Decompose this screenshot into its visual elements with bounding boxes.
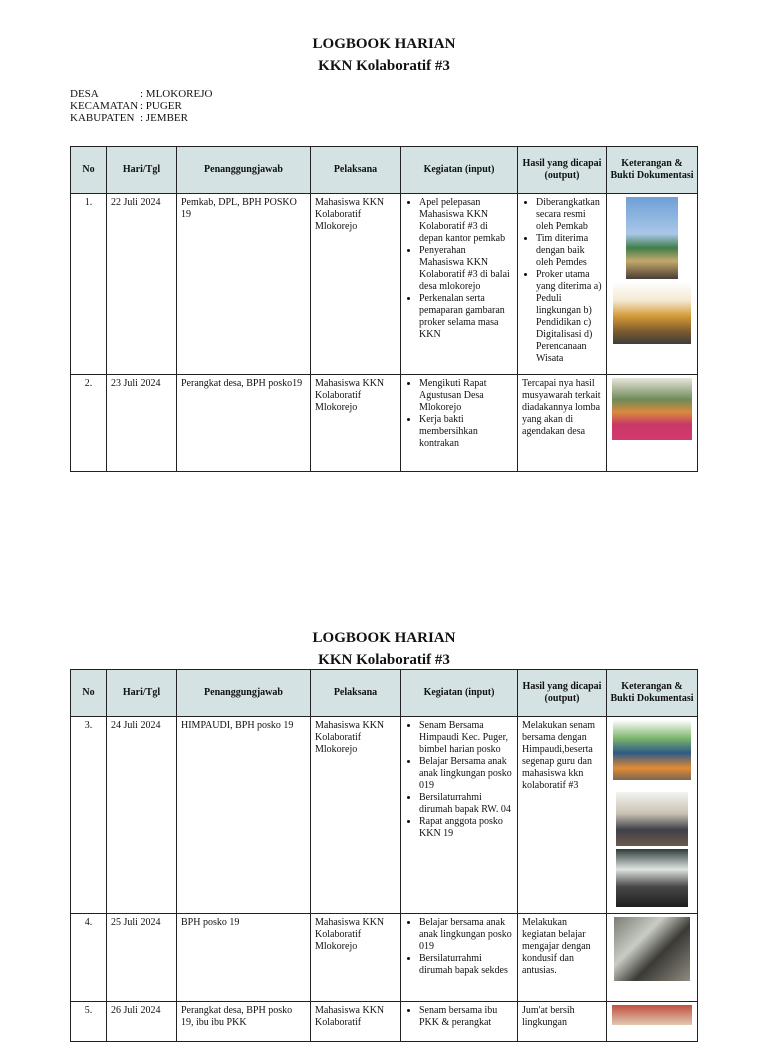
page-title: LOGBOOK HARIAN bbox=[312, 630, 456, 646]
header-activity: Kegiatan (input) bbox=[401, 670, 518, 717]
header-no: No bbox=[71, 670, 107, 717]
documentation-photo bbox=[626, 197, 678, 279]
documentation-photo bbox=[612, 1005, 692, 1025]
documentation-photo bbox=[616, 792, 688, 846]
page-subtitle: KKN Kolaboratif #3 bbox=[318, 58, 450, 74]
table-row: 3. 24 Juli 2024 HIMPAUDI, BPH posko 19 Mahasiswa KKN Kolaboratif Mlokorejo • Senam Bersama Himpaudi Kec. Puger, bimbel harian posko • Belajar Bersama anak anak lingkungan posko 019 • Bersilaturrahmi dirumah bapak RW. 04 • Rapat anggota posko KKN 19 Melakukan senam bersama dengan Himpaudi,beserta segenap guru dan mahasiswa kkn kolaboratif #3 bbox=[71, 717, 698, 914]
documentation-photo bbox=[612, 378, 692, 440]
header-activity: Kegiatan (input) bbox=[401, 147, 518, 194]
table-row: 2. 23 Juli 2024 Perangkat desa, BPH posko19 Mahasiswa KKN Kolaboratif Mlokorejo • Mengikuti Rapat Agustusan Desa Mlokorejo • Kerja bakti membersihkan kontrakan Tercapai nya hasil musyawarah terkait diadakannya lomba yang akan di agendakan desa bbox=[71, 375, 698, 472]
page-subtitle: KKN Kolaboratif #3 bbox=[318, 652, 450, 668]
documentation-photo bbox=[613, 720, 691, 780]
info-kecamatan: KECAMATAN : PUGER bbox=[70, 100, 182, 112]
header-pic: Penanggungjawab bbox=[177, 147, 311, 194]
header-executor: Pelaksana bbox=[311, 670, 401, 717]
header-pic: Penanggungjawab bbox=[177, 670, 311, 717]
info-desa: DESA : MLOKOREJO bbox=[70, 88, 213, 100]
table-row: 5. 26 Juli 2024 Perangkat desa, BPH posko 19, ibu ibu PKK Mahasiswa KKN Kolaboratif • Senam bersama ibu PKK & perangkat Jum'at bersih lingkungan bbox=[71, 1002, 698, 1042]
header-notes: Keterangan & Bukti Dokumentasi bbox=[607, 670, 698, 717]
header-no: No bbox=[71, 147, 107, 194]
header-date: Hari/Tgl bbox=[107, 147, 177, 194]
header-notes: Keterangan & Bukti Dokumentasi bbox=[607, 147, 698, 194]
documentation-photo bbox=[616, 849, 688, 907]
table-row: 1. 22 Juli 2024 Pemkab, DPL, BPH POSKO 19 Mahasiswa KKN Kolaboratif Mlokorejo • Apel pelepasan Mahasiswa KKN Kolaboratif #3 di depan kantor pemkab • Penyerahan Mahasiswa KKN Kolaboratif #3 di balai desa mlokorejo • Perkenalan serta pemaparan gambaran proker selama masa KKN • Diberangkatkan secara resmi oleh Pemkab • Tim diterima dengan baik oleh Pemdes • Proker utama yang diterima a) Peduli lingkungan b) Pendidikan c) Digitalisasi d) Perencanaan Wisata bbox=[71, 194, 698, 375]
header-result: Hasil yang dicapai (output) bbox=[518, 147, 607, 194]
logbook-table-2 bbox=[70, 669, 698, 1042]
documentation-photo bbox=[613, 282, 691, 344]
logbook-table-1 bbox=[70, 146, 698, 472]
table-header-row bbox=[71, 147, 698, 194]
documentation-photo bbox=[614, 917, 690, 981]
page-title: LOGBOOK HARIAN bbox=[312, 36, 456, 52]
table-header-row bbox=[71, 670, 698, 717]
info-block bbox=[70, 88, 212, 124]
header-date: Hari/Tgl bbox=[107, 670, 177, 717]
header-executor: Pelaksana bbox=[311, 147, 401, 194]
info-kabupaten: KABUPATEN : JEMBER bbox=[70, 112, 188, 124]
header-result: Hasil yang dicapai (output) bbox=[518, 670, 607, 717]
table-row: 4. 25 Juli 2024 BPH posko 19 Mahasiswa KKN Kolaboratif Mlokorejo • Belajar bersama anak anak lingkungan posko 019 • Bersilaturrahmi dirumah bapak sekdes Melakukan kegiatan belajar mengajar dengan kondusif dan antusias. bbox=[71, 914, 698, 1002]
